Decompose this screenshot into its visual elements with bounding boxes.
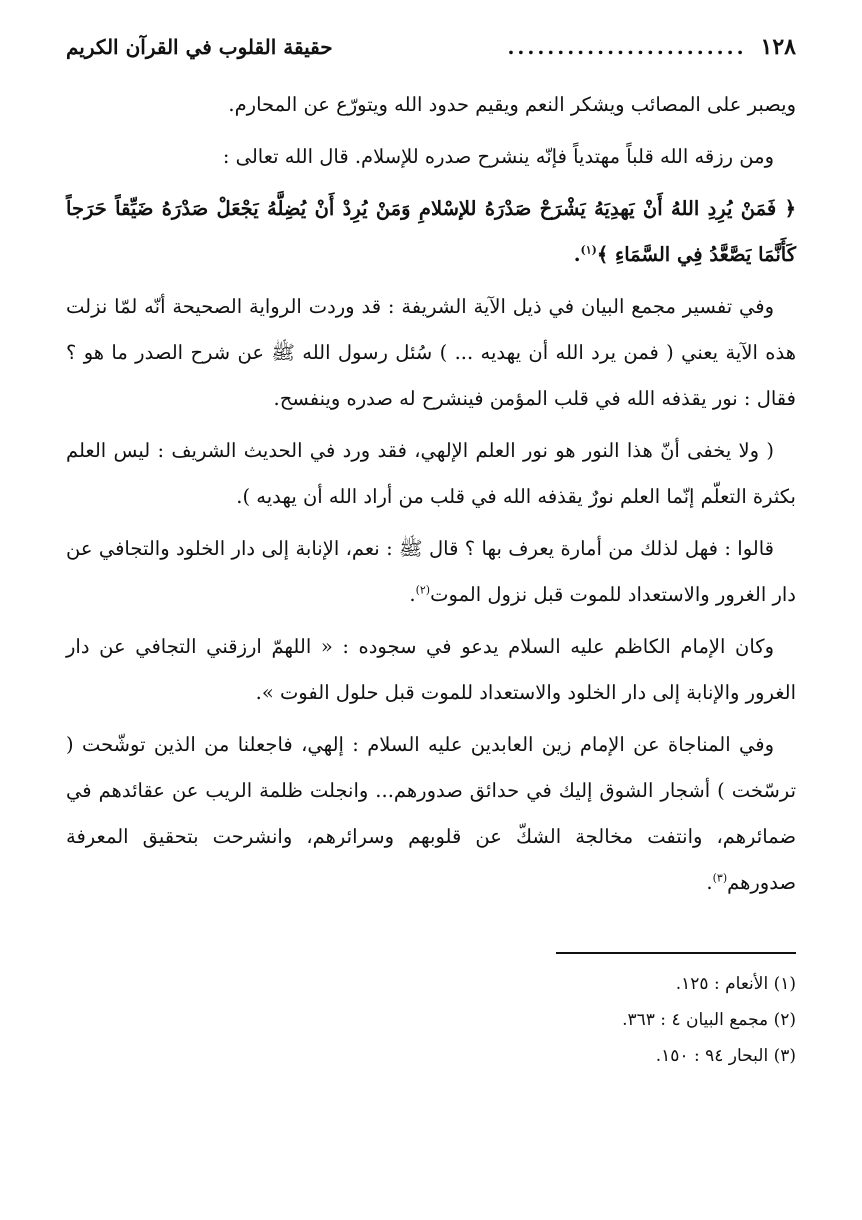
paragraph	[66, 284, 796, 422]
paragraph-text: وفي تفسير مجمع البيان في ذيل الآية الشريفة : قد وردت الرواية الصحيحة أنّه لمّا نزلت هذه الآية يعني ( فمن يرد الله أن يهديه ... ) سُئل رسول الله ﷺ عن شرح الصدر ما هو ؟ فقال : نور يقذفه الله في قلب المؤمن فينشرح له صدره وينفسح.	[66, 295, 796, 410]
footnote: (١) الأنعام : ١٢٥.	[675, 974, 796, 994]
footnote-marker: (٢)	[415, 583, 431, 597]
paragraph-text: ومن رزقه الله قلباً مهتدياً فإنّه ينشرح صدره للإسلام. قال الله تعالى :	[222, 145, 774, 168]
paragraph	[66, 134, 796, 180]
footnote: (٢) مجمع البيان ٤ : ٣٦٣.	[622, 1010, 796, 1030]
footnote-marker: (١)	[580, 243, 597, 257]
paragraph-text: ( ولا يخفى أنّ هذا النور هو نور العلم الإلهي، فقد ورد في الحديث الشريف : ليس العلم بكثرة التعلّم إنّما العلم نورٌ يقذفه الله في قلب من أراد الله أن يهديه ).	[66, 439, 796, 508]
book-title: حقيقة القلوب في القرآن الكريم	[66, 35, 333, 59]
footnotes	[66, 966, 796, 1074]
footnote-marker: (٣)	[712, 871, 728, 885]
paragraph: وفي المناجاة عن الإمام زين العابدين عليه السلام : إلهي، فاجعلنا من الذين توشّحت ( ترسّخت ) أشجار الشوق إليك في حدائق صدورهم... وانجلت ظلمة الريب عن عقائدهم في ضمائرهم، وانتفت مخالجة الشكّ عن قلوبهم وسرائرهم، وانشرحت بتحقيق المعرفة صدورهم$^{(٣)}$.	[66, 733, 796, 894]
paragraph	[66, 428, 796, 520]
paragraph-text: ويصبر على المصائب ويشكر النعم ويقيم حدود الله ويتورّع عن المحارم.	[228, 93, 796, 116]
paragraph	[66, 624, 796, 716]
body-text	[66, 82, 796, 906]
header-leader-dots: ........................	[507, 35, 747, 59]
paragraph	[66, 82, 796, 128]
running-header	[66, 34, 796, 82]
quran-verse-text: ﴿ فَمَنْ يُرِدِ اللهُ أَنْ يَهدِيَهُ يَشْرَحْ صَدْرَهُ للإسْلامِ وَمَنْ يُرِدْ أَنْ يُضِلَّهُ يَجْعَلْ صَدْرَهُ ضَيِّقاً حَرَجاً كَأَنَّمَا يَصَّعَّدُ فِي السَّمَاءِ ﴾	[66, 197, 796, 266]
quran-verse: ﴿ فَمَنْ يُرِدِ اللهُ أَنْ يَهدِيَهُ يَشْرَحْ صَدْرَهُ للإسْلامِ وَمَنْ يُرِدْ أَنْ يُضِلَّهُ يَجْعَلْ صَدْرَهُ ضَيِّقاً حَرَجاً كَأَنَّمَا يَصَّعَّدُ فِي السَّمَاءِ ﴾$^{(١)}$.	[66, 197, 796, 266]
page-number: ١٢٨	[760, 34, 796, 60]
paragraph-text: قالوا : فهل لذلك من أمارة يعرف بها ؟ قال ﷺ : نعم، الإنابة إلى دار الخلود والتجافي عن دار الغرور والاستعداد للموت قبل نزول الموت	[66, 537, 796, 606]
book-page	[66, 34, 796, 1074]
footnote: (٣) البحار ٩٤ : ١٥٠.	[655, 1046, 796, 1066]
paragraph: قالوا : فهل لذلك من أمارة يعرف بها ؟ قال ﷺ : نعم، الإنابة إلى دار الخلود والتجافي عن دار الغرور والاستعداد للموت قبل نزول الموت$^{(٢)}$.	[66, 537, 796, 606]
paragraph-text: وكان الإمام الكاظم عليه السلام يدعو في سجوده : « اللهمّ ارزقني التجافي عن دار الغرور والإنابة إلى دار الخلود والاستعداد للموت قبل حلول الفوت ».	[66, 635, 796, 704]
footnote-divider	[556, 952, 796, 954]
paragraph-text: وفي المناجاة عن الإمام زين العابدين عليه السلام : إلهي، فاجعلنا من الذين توشّحت ( ترسّخت ) أشجار الشوق إليك في حدائق صدورهم... وانجلت ظلمة الريب عن عقائدهم في ضمائرهم، وانتفت مخالجة الشكّ عن قلوبهم وسرائرهم، وانشرحت بتحقيق المعرفة صدورهم	[66, 733, 796, 894]
